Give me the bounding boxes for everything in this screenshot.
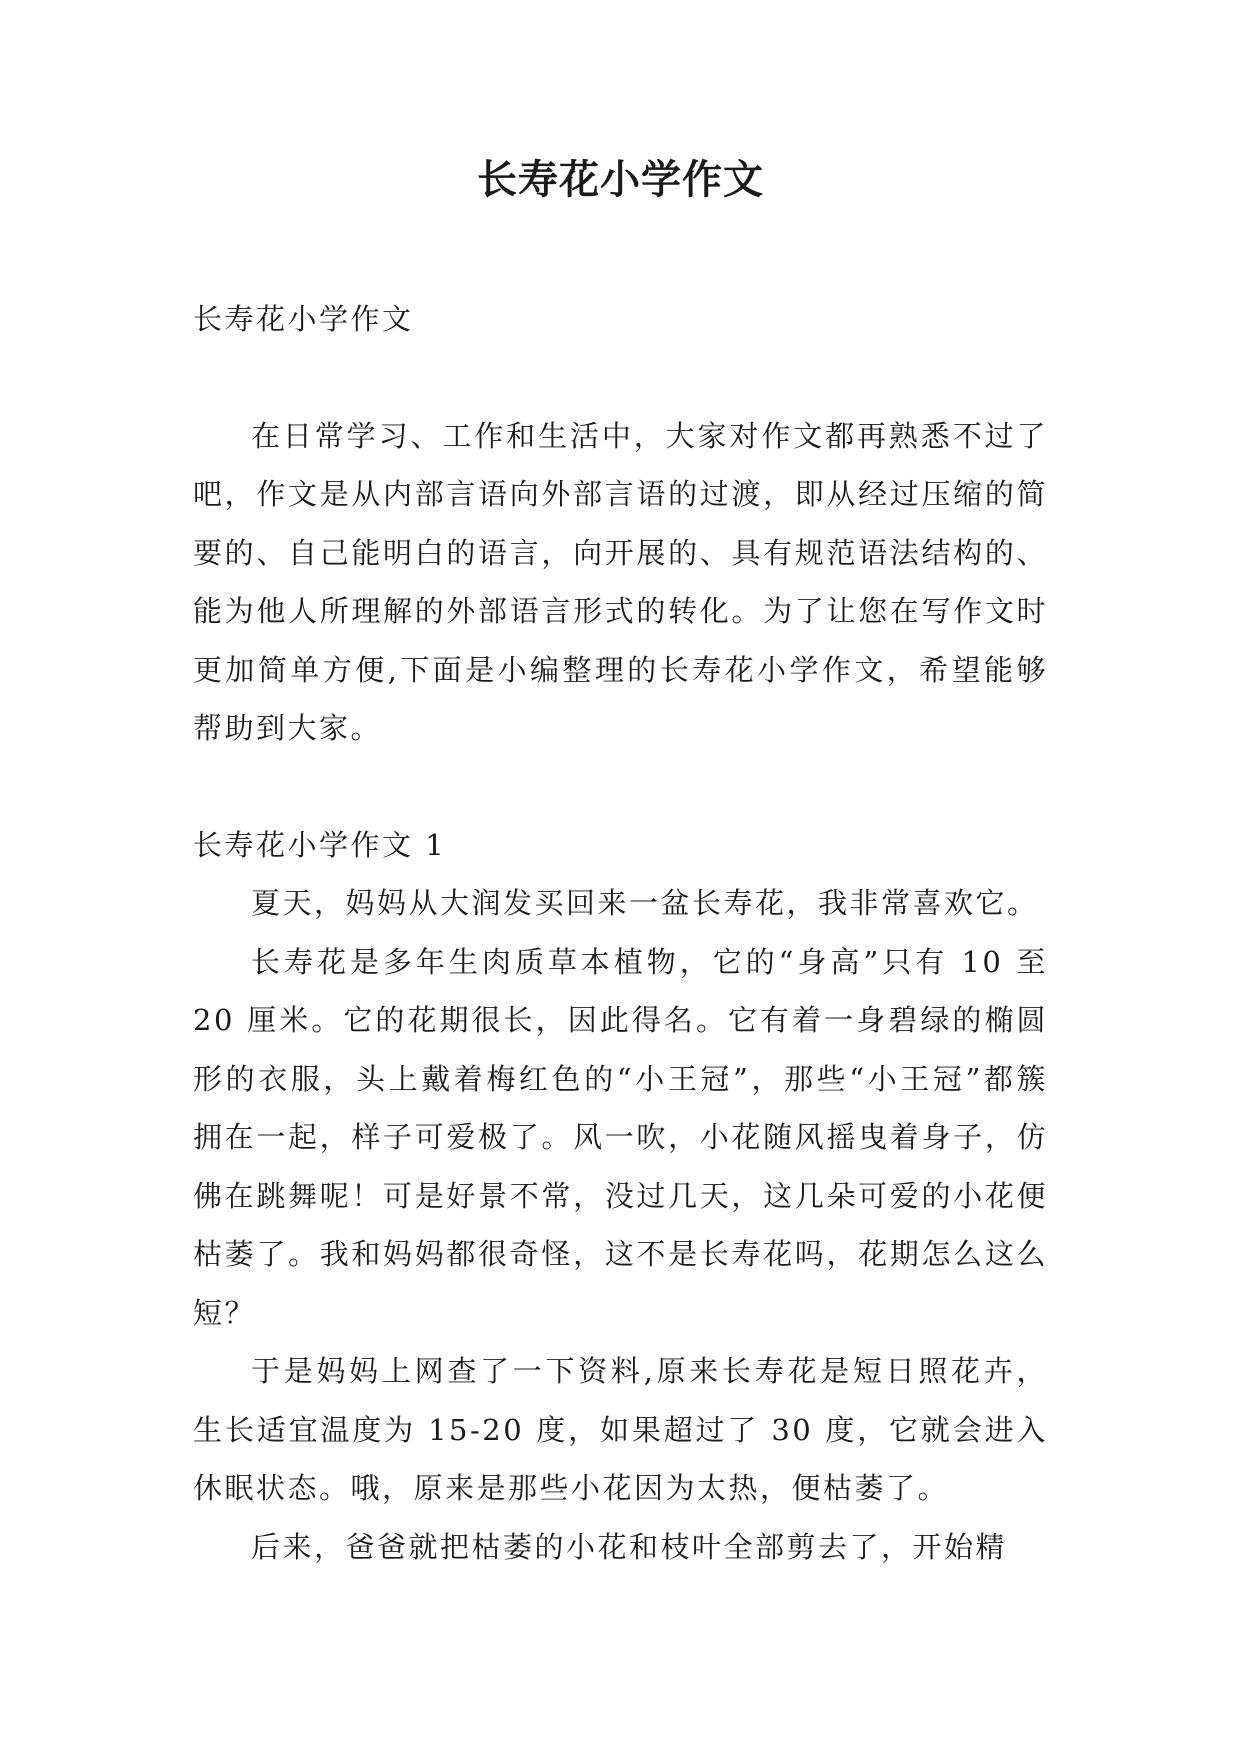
- document-body: [193, 290, 1048, 1576]
- body-paragraph-4: 后来，爸爸就把枯萎的小花和枝叶全部剪去了，开始精: [251, 1529, 1008, 1564]
- section-heading: 长寿花小学作文 1: [193, 827, 447, 862]
- body-paragraph-2: 长寿花是多年生肉质草本植物，它的“身高”只有 10 至 20 厘米。它的花期很长，因此得名。它有着一身碧绿的椭圆形的衣服，头上戴着梅红色的“小王冠”，那些“小王冠”都簇拥在一起，样子可爱极了。风一吹，小花随风摇曳着身子，仿佛在跳舞呢！可是好景不常，没过几天，这几朵可爱的小花便枯萎了。我和妈妈都很奇怪，这不是长寿花吗，花期怎么这么短？: [193, 944, 1048, 1330]
- body-paragraph-3: 于是妈妈上网查了一下资料,原来长寿花是短日照花卉，生长适宜温度为 15-20 度，如果超过了 30 度，它就会进入休眠状态。哦，原来是那些小花因为太热，便枯萎了。: [193, 1354, 1048, 1505]
- intro-paragraph: 在日常学习、工作和生活中，大家对作文都再熟悉不过了吧，作文是从内部言语向外部言语的过渡，即从经过压缩的简要的、自己能明白的语言，向开展的、具有规范语法结构的、能为他人所理解的外部语言形式的转化。为了让您在写作文时更加简单方便,下面是小编整理的长寿花小学作文，希望能够帮助到大家。: [193, 418, 1048, 745]
- document-subtitle: 长寿花小学作文: [193, 302, 414, 336]
- document-title: 长寿花小学作文: [477, 157, 764, 203]
- body-paragraph-1: 夏天，妈妈从大润发买回来一盆长寿花，我非常喜欢它。: [251, 886, 1039, 920]
